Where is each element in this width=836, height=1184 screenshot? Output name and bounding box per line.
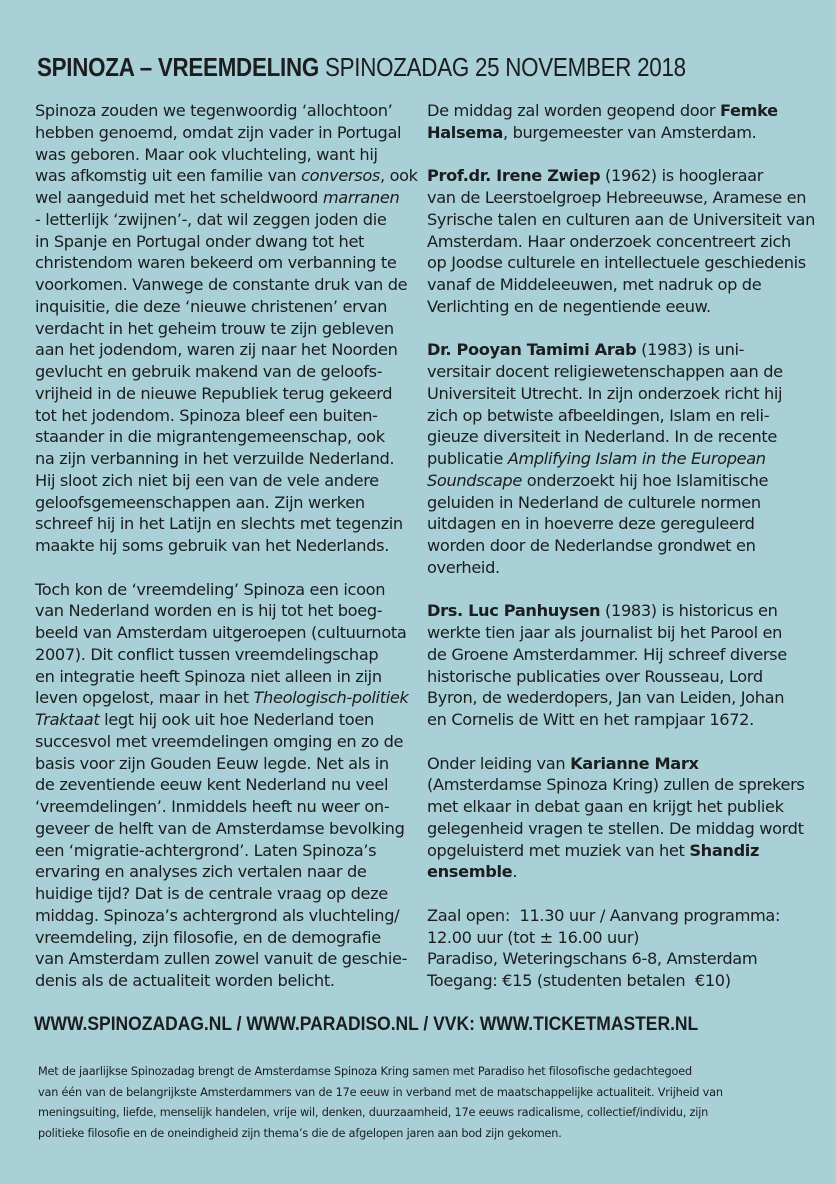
- text-run: verdacht in het geheim trouw te zijn gebleven: [35, 318, 394, 338]
- text-run: schreef hij in het Latijn en slechts met tegenzin: [35, 514, 403, 534]
- text-line: [427, 209, 816, 231]
- presale-label: VVK:: [433, 1014, 480, 1035]
- text-run: 2007). Dit conflict tussen vreemdelingschap: [35, 644, 379, 664]
- text-run: van de Leerstoelgroep Hebreeuwse, Aramese en: [427, 188, 807, 207]
- text-run: Spinoza zouden we tegenwoordig ‘allochtoon’: [35, 101, 393, 120]
- text-run: met elkaar in debat gaan en krijgt het publiek: [427, 797, 784, 816]
- text-run: De middag zal worden geopend door: [427, 101, 720, 120]
- text-run: Amsterdam. Haar onderzoek concentreert zich: [427, 231, 791, 251]
- text-run: wel aangeduid met het scheldwoord: [35, 188, 323, 207]
- text-line: [427, 948, 807, 970]
- footer-line: politieke filosofie en de oneindigheid zijn thema’s die de afgelopen jaren aan bod zijn gekomen.: [38, 1126, 562, 1140]
- text-line: [427, 666, 807, 688]
- speaker-bio-tamimi-arab: [427, 339, 807, 578]
- text-line: [427, 122, 807, 144]
- text-run: overheid.: [427, 557, 500, 577]
- text-line: [35, 274, 415, 296]
- text-run: maakte hij soms gebruik van het Nederlands.: [35, 536, 390, 555]
- text-line: [35, 144, 415, 166]
- website-links: [34, 1013, 698, 1037]
- text-run: leven opgelost, maar in het: [35, 688, 254, 708]
- text-run: aan het jodendom, waren zij naar het Noorden: [35, 340, 398, 360]
- right-column: [427, 100, 816, 1014]
- text-run: denis als de actualiteit worden belicht.: [35, 971, 335, 990]
- text-run: van Nederland worden en is hij tot het boeg-: [35, 601, 383, 621]
- text-line: [35, 600, 415, 622]
- text-line: [35, 622, 415, 644]
- text-run: tot het jodendom. Spinoza bleef een buiten-: [35, 405, 378, 425]
- italic-text: Amplifying Islam in the European: [507, 449, 766, 468]
- link-separator: /: [418, 1014, 434, 1035]
- bold-text: Karianne Marx: [570, 753, 699, 773]
- text-run: gelegenheid vragen te stellen. De middag wordt: [427, 818, 804, 838]
- text-line: [427, 296, 807, 318]
- text-line: [427, 470, 807, 492]
- text-run: een ‘migratie-achtergrond’. Laten Spinoza’s: [35, 840, 377, 860]
- text-line: [427, 187, 807, 209]
- italic-text: conversos: [301, 166, 380, 186]
- footer-line: van één van de belangrijkste Amsterdammers van de 17e eeuw in verband met de maatschappelijke actualiteit. Vrijheid van: [38, 1085, 723, 1099]
- text-line: [427, 927, 807, 949]
- italic-text: Theologisch-politiek: [253, 688, 409, 708]
- text-line: [427, 100, 807, 122]
- text-line: [427, 252, 807, 274]
- text-line: [35, 861, 415, 883]
- footer-line: Met de jaarlijkse Spinozadag brengt de Amsterdamse Spinoza Kring samen met Paradiso het filosofische gedachtegoed: [38, 1065, 692, 1078]
- text-run: op Joodse culturele en intellectuele geschiedenis: [427, 253, 806, 273]
- text-run: van Amsterdam zullen zowel vanuit de geschie-: [35, 949, 408, 969]
- title-event-date: SPINOZADAG 25 NOVEMBER 2018: [324, 52, 686, 82]
- text-line: [35, 318, 415, 340]
- text-line: [35, 448, 415, 470]
- text-run: middag. Spinoza’s achtergrond als vluchteling/: [35, 905, 400, 925]
- text-line: [427, 339, 807, 361]
- text-run: (1983) is historicus en: [600, 601, 778, 621]
- text-run: Universiteit Utrecht. In zijn onderzoek richt hij: [427, 383, 783, 403]
- text-line: [35, 687, 415, 709]
- text-line: [427, 231, 807, 253]
- text-line: [427, 970, 807, 992]
- text-run: 12.00 uur (tot ± 16.00 uur): [427, 927, 640, 947]
- text-run: (Amsterdamse Spinoza Kring) zullen de sprekers: [427, 775, 805, 795]
- text-run: , burgemeester van Amsterdam.: [502, 122, 757, 142]
- text-run: huidige tijd? Dat is de centrale vraag op deze: [35, 884, 388, 903]
- text-line: [427, 274, 807, 296]
- text-run: inquisitie, die deze ‘nieuwe christenen’ ervan: [35, 296, 388, 316]
- text-line: [35, 209, 415, 231]
- text-line: [35, 252, 415, 274]
- text-line: [35, 709, 415, 731]
- left-column: [35, 100, 418, 1014]
- text-run: Onder leiding van: [427, 753, 571, 773]
- text-run: vreemdeling, zijn filosofie, en de demografie: [35, 927, 381, 947]
- text-run: hebben genoemd, omdat zijn vader in Portugal: [35, 122, 402, 142]
- text-line: [35, 927, 415, 949]
- text-line: [427, 774, 807, 796]
- text-line: [35, 339, 415, 361]
- text-line: [35, 492, 415, 514]
- text-run: gieuze diversiteit in Nederland. In de recente: [427, 427, 778, 447]
- text-line: [35, 948, 415, 970]
- text-run: - letterlijk ‘zwijnen’-, dat wil zeggen joden die: [35, 209, 387, 229]
- text-line: [427, 535, 807, 557]
- bold-text: Drs. Luc Panhuysen: [427, 601, 601, 621]
- text-run: (1962) is hoogleraar: [600, 166, 764, 186]
- text-line: [427, 644, 807, 666]
- text-line: [427, 818, 807, 840]
- text-run: de zeventiende eeuw kent Nederland nu veel: [35, 775, 389, 795]
- text-line: [35, 774, 415, 796]
- text-run: versitair docent religiewetenschappen aan de: [427, 362, 783, 381]
- text-run: vrijheid in de nieuwe Republiek terug gekeerd: [35, 383, 393, 403]
- text-line: [427, 448, 807, 470]
- text-line: [35, 905, 415, 927]
- bold-text: Shandiz: [689, 840, 760, 860]
- text-line: [35, 383, 415, 405]
- text-line: [427, 405, 807, 427]
- text-line: [35, 187, 415, 209]
- text-line: [427, 687, 807, 709]
- practical-info: [427, 905, 807, 992]
- text-run: legt hij ook uit hoe Nederland toen: [99, 710, 374, 729]
- text-run: ervaring en analyses zich vertalen naar de: [35, 862, 367, 882]
- text-line: [427, 513, 807, 535]
- text-line: [427, 753, 807, 775]
- text-run: was geboren. Maar ook vluchteling, want hij: [35, 144, 378, 164]
- bold-text: Femke: [719, 101, 778, 120]
- text-run: werkte tien jaar als journalist bij het Parool en: [427, 623, 783, 642]
- link-spinozadag[interactable]: WWW.SPINOZADAG.NL: [34, 1014, 232, 1035]
- text-line: [35, 840, 415, 862]
- text-line: [35, 731, 415, 753]
- text-run: zich op betwiste afbeeldingen, Islam en reli-: [427, 405, 770, 425]
- text-line: [35, 513, 415, 535]
- text-line: [427, 840, 807, 862]
- speaker-bio-panhuysen: [427, 600, 807, 731]
- text-run: geveer de helft van de Amsterdamse bevolking: [35, 818, 405, 838]
- text-run: succesvol met vreemdelingen omging en zo de: [35, 731, 404, 751]
- text-line: [427, 426, 807, 448]
- text-run: staander in die migrantengemeenschap, ook: [35, 427, 385, 447]
- text-run: Toch kon de ‘vreemdeling’ Spinoza een icoon: [35, 579, 386, 599]
- link-ticketmaster[interactable]: WWW.TICKETMASTER.NL: [479, 1014, 699, 1035]
- text-line: [35, 470, 415, 492]
- text-run: opgeluisterd met muziek van het: [427, 840, 690, 860]
- footer-line: meningsuiting, liefde, menselijk handelen, vrije wil, denken, duurzaamheid, 17e eeuws radicalisme, collectief/individu, zijn: [38, 1106, 709, 1119]
- intro-paragraph: [35, 100, 418, 557]
- text-run: basis voor zijn Gouden Eeuw legde. Net als in: [35, 753, 389, 773]
- text-line: [35, 970, 415, 992]
- text-line: [427, 557, 807, 579]
- text-line: [35, 818, 415, 840]
- text-run: was afkomstig uit een familie van: [35, 166, 302, 186]
- bold-text: ensemble: [427, 862, 513, 882]
- text-run: voorkomen. Vanwege de constante druk van de: [35, 275, 408, 294]
- page-title: [37, 52, 686, 82]
- text-line: [427, 600, 807, 622]
- bold-text: Prof.dr. Irene Zwiep: [427, 166, 601, 186]
- text-line: [427, 905, 807, 927]
- text-line: [35, 753, 415, 775]
- text-run: publicatie: [427, 449, 508, 468]
- text-line: [35, 666, 415, 688]
- text-run: en Cornelis de Witt en het rampjaar 1672.: [427, 710, 754, 729]
- footer-description: [38, 1062, 723, 1144]
- text-line: [35, 535, 415, 557]
- text-line: [427, 383, 807, 405]
- text-line: [35, 165, 418, 187]
- text-run: beeld van Amsterdam uitgeroepen (cultuurnota: [35, 623, 407, 642]
- text-run: Paradiso, Weteringschans 6-8, Amsterdam: [427, 949, 758, 969]
- text-run: Zaal open: 11.30 uur / Aanvang programma:: [427, 905, 781, 925]
- speaker-bio-zwiep: [427, 165, 816, 317]
- text-run: de Groene Amsterdammer. Hij schreef diverse: [427, 644, 787, 664]
- text-line: [35, 644, 415, 666]
- text-run: en integratie heeft Spinoza niet alleen in zijn: [35, 666, 382, 686]
- text-run: Hij sloot zich niet bij een van de vele andere: [35, 470, 379, 490]
- title-main: SPINOZA – VREEMDELING: [37, 52, 319, 82]
- italic-text: marranen: [322, 188, 400, 207]
- text-line: [427, 492, 807, 514]
- text-line: [427, 622, 807, 644]
- text-run: , ook: [379, 166, 418, 186]
- text-run: geluiden in Nederland de culturele normen: [427, 492, 761, 512]
- text-run: onderzoekt hij hoe Islamitische: [521, 470, 769, 490]
- text-line: [35, 100, 415, 122]
- bold-text: Halsema: [427, 122, 503, 142]
- text-run: worden door de Nederlandse grondwet en: [427, 536, 756, 555]
- text-line: [427, 709, 807, 731]
- text-line: [427, 796, 807, 818]
- text-run: Toegang: €15 (studenten betalen €10): [427, 971, 731, 990]
- text-line: [427, 361, 807, 383]
- text-line: [35, 426, 415, 448]
- text-line: [35, 883, 415, 905]
- text-run: Verlichting en de negentiende eeuw.: [427, 296, 711, 316]
- text-run: historische publicaties over Rousseau, Lord: [427, 666, 763, 686]
- italic-text: Soundscape: [427, 470, 522, 490]
- link-paradiso[interactable]: WWW.PARADISO.NL: [246, 1014, 419, 1035]
- text-run: (1983) is uni-: [636, 340, 745, 360]
- bold-text: Dr. Pooyan Tamimi Arab: [427, 340, 637, 360]
- text-line: [35, 231, 415, 253]
- text-run: na zijn verbanning in het verzuilde Nederland.: [35, 449, 395, 468]
- text-run: .: [512, 862, 518, 882]
- text-run: geloofsgemeenschappen aan. Zijn werken: [35, 492, 365, 512]
- text-line: [35, 296, 415, 318]
- text-line: [35, 405, 415, 427]
- italic-text: Traktaat: [35, 710, 100, 729]
- link-separator: /: [231, 1014, 247, 1035]
- context-paragraph: [35, 579, 415, 992]
- text-run: gevlucht en gebruik makend van de geloofs-: [35, 362, 383, 381]
- text-run: ‘vreemdelingen’. Inmiddels heeft nu weer on-: [35, 797, 390, 816]
- text-line: [427, 165, 807, 187]
- text-run: in Spanje en Portugal onder dwang tot het: [35, 231, 365, 251]
- text-line: [35, 122, 415, 144]
- text-run: Byron, de wederdopers, Jan van Leiden, Johan: [427, 688, 785, 708]
- text-run: uitdagen en in hoeverre deze gereguleerd: [427, 514, 755, 534]
- text-run: christendom waren bekeerd om verbanning te: [35, 253, 397, 273]
- opening-paragraph: [427, 100, 807, 144]
- text-line: [35, 361, 415, 383]
- text-line: [427, 861, 807, 883]
- text-run: Syrische talen en culturen aan de Universiteit van: [427, 209, 816, 229]
- moderator-paragraph: [427, 753, 807, 884]
- text-line: [35, 579, 415, 601]
- text-run: vanaf de Middeleeuwen, met nadruk op de: [427, 275, 762, 294]
- text-line: [35, 796, 415, 818]
